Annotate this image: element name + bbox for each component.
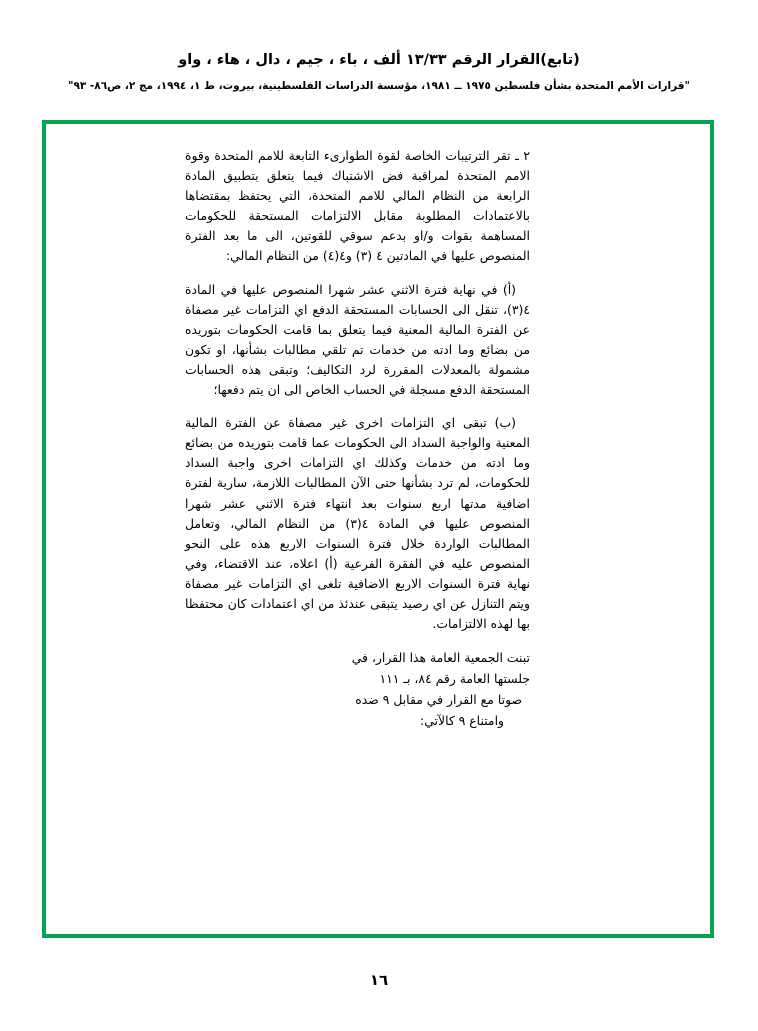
green-border-frame (42, 120, 714, 938)
page-number: ١٦ (369, 971, 389, 989)
paragraph-sub-a: (أ) في نهاية فترة الاثني عشر شهرا المنصوص عليها في المادة ٤(٣)، تنقل الى الحسابات المستحقة الدفع اي التزامات غير مصفاة عن الفترة المالية المعنية فيما يتعلق بما قامت الحكومات بتوريده من بضائع وما ادته من خدمات تم تلقي مطالبات بشأنها، او تكون مشمولة بالمعدلات المقررة لرد التكاليف؛ وتبقى هذه الحسابات المستحقة الدفع مسجلة في الحساب الخاص الى ان يتم دفعها؛ (185, 281, 530, 398)
closing-line-1: تبنت الجمعية العامة هذا القرار، في (351, 650, 530, 666)
document-source-citation: "قرارات الأمم المتحدة بشأن فلسطين ١٩٧٥ ــ ١٩٨١، مؤسسة الدراسات الفلسطينية، بيروت، ط ١، ١٩٩٤، مج ٢، ص٨٦- ٩٣" (67, 80, 691, 93)
document-body (185, 146, 530, 731)
document-title: (تابع)القرار الرقم ١٣/٣٣ ألف ، باء ، جيم ، دال ، هاء ، واو (178, 52, 580, 68)
closing-line-4: وامتناع ٩ كالآتي: (420, 713, 504, 729)
closing-line-3: صوتا مع القرار في مقابل ٩ ضده (355, 692, 522, 708)
page-header (0, 50, 758, 94)
paragraph-sub-b: (ب) تبقى اي التزامات اخرى غير مصفاة عن الفترة المالية المعنية والواجبة السداد الى الحكومات عما قامت بتوريده من بضائع وما ادته من خدمات وكذلك اي التزامات اخرى واجبة السداد للحكومات، لم ترد بشأنها حتى الآن المطالبات اللازمة، سارية لفترة اضافية مدتها اربع سنوات بعد انتهاء فترة الاثني عشر شهرا المنصوص عليها في المادة ٤(٣) من النظام المالي، وتعامل المطالبات الواردة خلال فترة السنوات الاربع هذه على النحو المنصوص عليه في الفقرة الفرعية (أ) اعلاه، عند الاقتضاء، وفي نهاية فترة السنوات الاربع الاضافية تلغى اي التزامات غير مصفاة ويتم التنازل عن اي رصيد يتبقى عندئذ من اي اعتمادات كان محتفظا بها لهذه الالتزامات. (185, 415, 530, 632)
closing-block (185, 647, 530, 731)
closing-line-2: جلستها العامة رقم ٨٤، بـ ١١١ (379, 671, 530, 687)
paragraph-1: ٢ ـ تقر الترتيبات الخاصة لقوة الطوارىء التابعة للامم المتحدة وقوة الامم المتحدة لمراقبة فض الاشتباك فيما يتعلق بتطبيق المادة الرابعة من النظام المالي للامم المتحدة، التي يحتفظ بمقتضاها بالاعتمادات المطلوبة مقابل الالتزامات المستحقة للحكومات المساهمة بقوات و/او بدعم سوقي للقوتين، الى ما بعد الفترة المنصوص عليها في المادتين ٤ (٣) و٤(٤) من النظام المالي: (185, 148, 530, 264)
